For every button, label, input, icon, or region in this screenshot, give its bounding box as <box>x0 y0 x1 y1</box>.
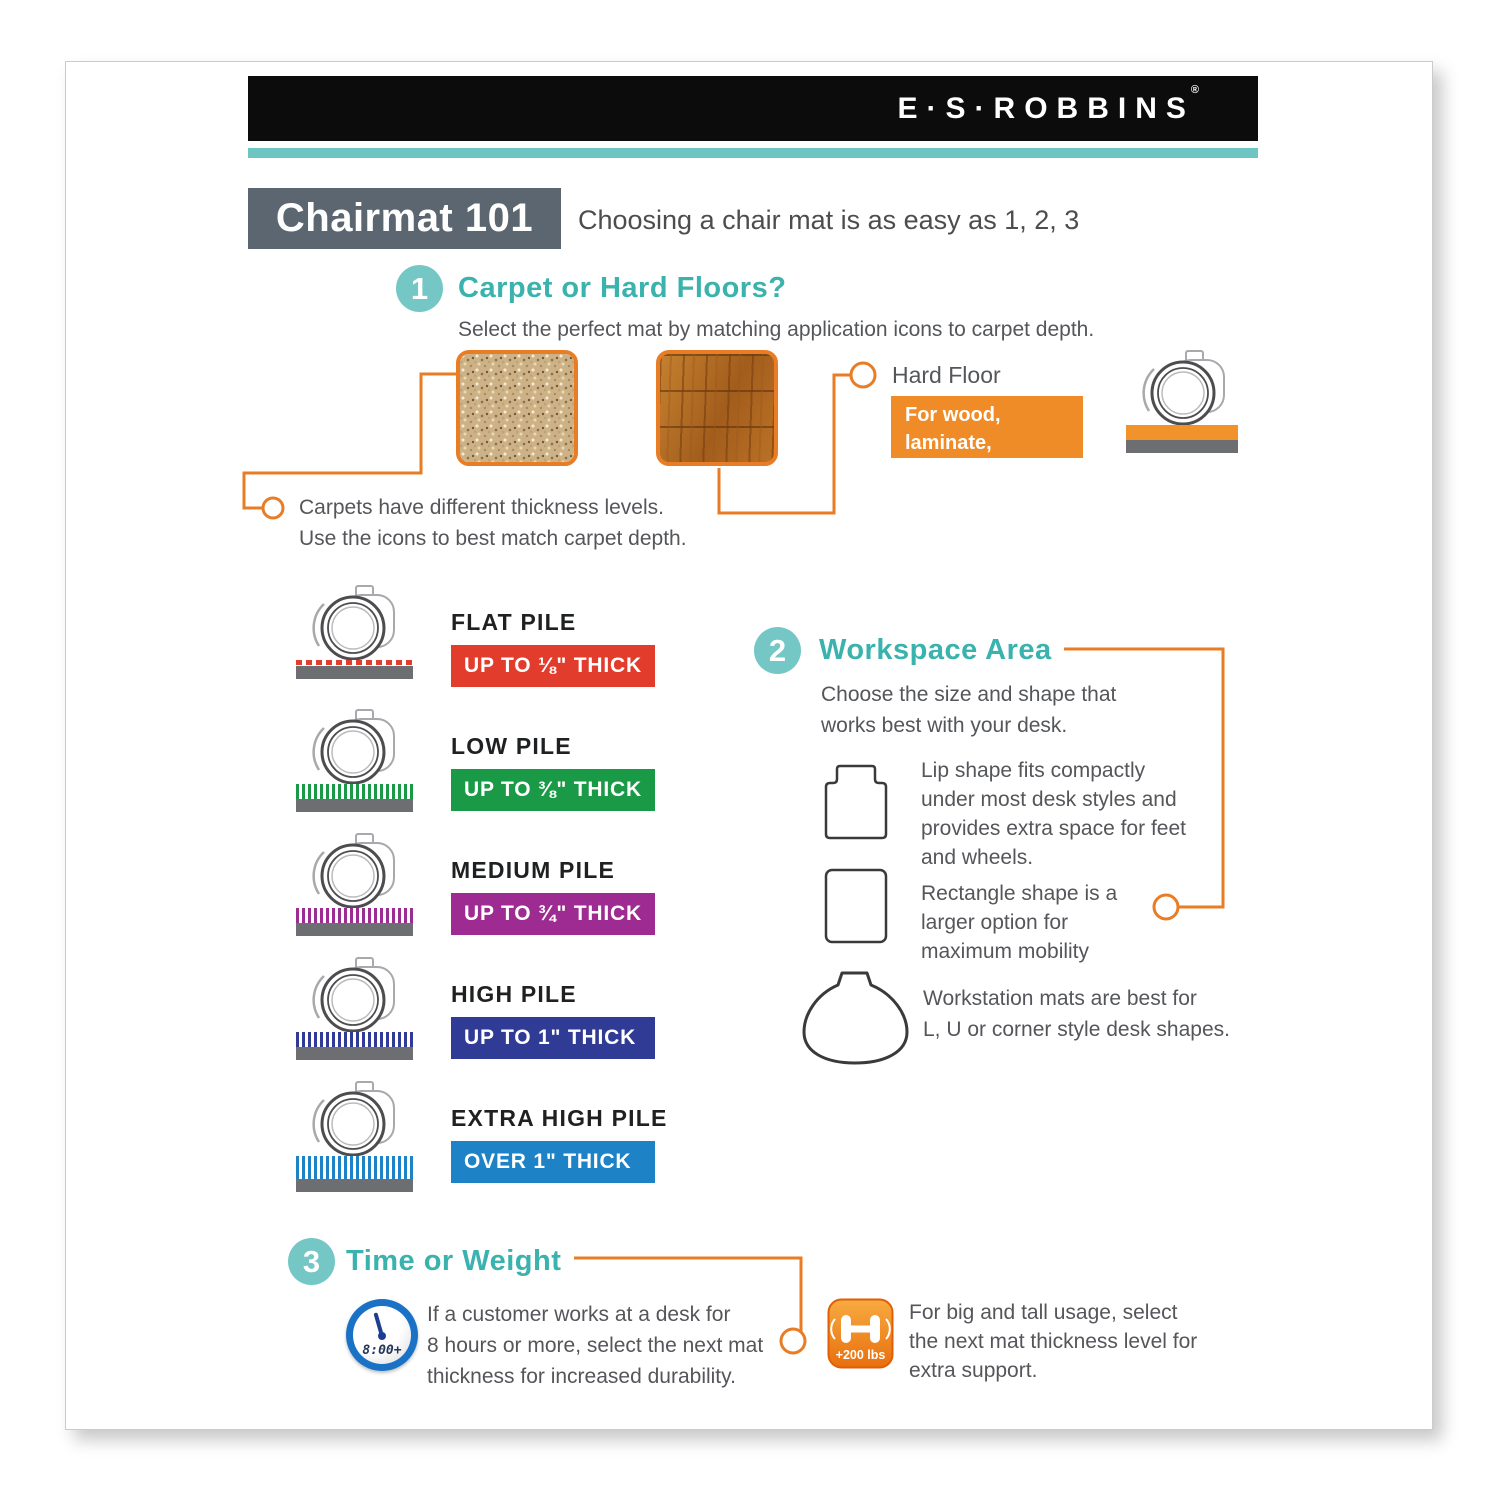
infographic-sheet <box>65 61 1433 1430</box>
dumbbell-badge: +200 lbs <box>835 1348 886 1362</box>
carpet-note <box>299 492 687 554</box>
mat-base-bar <box>1126 440 1238 453</box>
page-title-box <box>248 188 561 249</box>
weight-text-line: For big and tall usage, select <box>909 1301 1178 1324</box>
step2-description-line2: works best with your desk. <box>821 714 1068 737</box>
carpet-connector-line <box>244 374 456 508</box>
weight-text-line: extra support. <box>909 1359 1038 1382</box>
wood-texture <box>660 354 774 462</box>
hard-floor-bar <box>1126 425 1238 440</box>
pile-name: EXTRA HIGH PILE <box>451 1105 668 1131</box>
lip-shape-text <box>921 756 1186 872</box>
workstation-shape-text-line: L, U or corner style desk shapes. <box>923 1018 1230 1041</box>
wood-sample-image <box>656 350 778 466</box>
rectangle-shape-icon <box>823 867 889 950</box>
mat-base-bar <box>296 1047 413 1060</box>
workstation-shape-text-line: Workstation mats are best for <box>923 987 1197 1010</box>
caster-wheel-icon <box>296 708 413 784</box>
carpet-note-line2: Use the icons to best match carpet depth. <box>299 527 687 550</box>
mat-base-bar <box>296 666 413 679</box>
brand-logo-bar <box>248 76 1258 141</box>
hard-floor-label: Hard Floor <box>892 362 1001 388</box>
dumbbell-icon <box>827 1298 894 1369</box>
lip-shape-text-line: under most desk styles and <box>921 788 1177 811</box>
hard-floor-surface <box>1126 425 1238 453</box>
time-text-line: 8 hours or more, select the next mat <box>427 1334 764 1357</box>
caster-wheel-icon <box>296 832 413 908</box>
hard-floor-callout-line1: For wood, laminate, <box>905 404 1001 454</box>
time-text <box>427 1299 763 1392</box>
step1-heading: Carpet or Hard Floors? <box>458 272 787 304</box>
carpet-pile-texture <box>296 784 413 799</box>
caster-wheel-icon <box>296 1080 413 1156</box>
workstation-shape-text <box>923 983 1230 1045</box>
mat-base-bar <box>296 799 413 812</box>
step2-heading: Workspace Area <box>819 634 1052 666</box>
rectangle-shape-text-line: larger option for <box>921 911 1069 934</box>
time-connector-dot <box>781 1329 805 1353</box>
caster-wheel-icon <box>1126 349 1243 425</box>
time-text-line: If a customer works at a desk for <box>427 1303 731 1326</box>
carpet-note-line1: Carpets have different thickness levels. <box>299 496 664 519</box>
step3-heading: Time or Weight <box>346 1245 562 1277</box>
pile-row-extra-high <box>296 1080 756 1190</box>
mat-base-bar <box>296 1179 413 1192</box>
carpet-pile-texture <box>296 1032 413 1047</box>
workstation-shape-icon <box>801 970 911 1071</box>
weight-text-line: the next mat thickness level for <box>909 1330 1198 1353</box>
step3-badge: 3 <box>288 1238 335 1285</box>
hard-floor-callout-line2: tile and more. <box>905 460 1036 482</box>
step2-description-line1: Choose the size and shape that <box>821 683 1117 706</box>
weight-text <box>909 1298 1197 1385</box>
pile-row-flat <box>296 584 756 694</box>
lip-shape-icon <box>823 763 889 846</box>
rectangle-shape-text <box>921 879 1117 966</box>
carpet-sample-image <box>456 350 578 466</box>
pile-thickness-badge: OVER 1" THICK <box>451 1141 655 1183</box>
step2-description <box>821 679 1116 741</box>
pile-thickness-badge: UP TO 1" THICK <box>451 1017 655 1059</box>
caster-wheel-icon <box>296 584 413 660</box>
page-subtitle: Choosing a chair mat is as easy as 1, 2, 3 <box>578 205 1080 235</box>
rectangle-shape-text-line: maximum mobility <box>921 940 1090 963</box>
lip-shape-text-line: provides extra space for feet <box>921 817 1186 840</box>
clock-hub <box>378 1332 386 1340</box>
step1-description: Select the perfect mat by matching application icons to carpet depth. <box>458 318 1095 341</box>
step1-badge: 1 <box>396 265 443 312</box>
rectangle-shape-text-line: Rectangle shape is a <box>921 882 1118 905</box>
pile-row-low <box>296 708 756 818</box>
pile-row-medium <box>296 832 756 942</box>
pile-name: FLAT PILE <box>451 609 577 635</box>
pile-name: HIGH PILE <box>451 981 577 1007</box>
lip-shape-text-line: Lip shape fits compactly <box>921 759 1146 782</box>
pile-name: LOW PILE <box>451 733 572 759</box>
hardfloor-connector-dot <box>851 363 875 387</box>
carpet-pile-texture <box>296 660 413 665</box>
brand-logo-text: E·S·ROBBINS® <box>897 83 1208 125</box>
carpet-pile-texture <box>296 908 413 923</box>
hard-floor-caster <box>1126 349 1243 425</box>
time-text-line: thickness for increased durability. <box>427 1365 736 1388</box>
pile-name: MEDIUM PILE <box>451 857 615 883</box>
registered-mark: ® <box>1190 83 1208 96</box>
lip-shape-text-line: and wheels. <box>921 846 1034 869</box>
clock-icon <box>346 1299 418 1371</box>
page-title: Chairmat 101 <box>275 196 534 240</box>
teal-accent-stripe <box>248 148 1258 158</box>
pile-thickness-badge: UP TO ⅛" THICK <box>451 645 655 687</box>
carpet-connector-dot <box>263 498 283 518</box>
carpet-texture <box>460 354 574 462</box>
clock-badge: 8:00+ <box>362 1343 402 1358</box>
pile-thickness-badge: UP TO ⅜" THICK <box>451 769 655 811</box>
pile-thickness-badge: UP TO ¾" THICK <box>451 893 655 935</box>
pile-row-high <box>296 956 756 1066</box>
step2-badge: 2 <box>754 627 801 674</box>
carpet-pile-texture <box>296 1156 413 1179</box>
caster-wheel-icon <box>296 956 413 1032</box>
hard-floor-callout <box>891 396 1083 482</box>
workspace-connector-dot <box>1154 895 1178 919</box>
mat-base-bar <box>296 923 413 936</box>
